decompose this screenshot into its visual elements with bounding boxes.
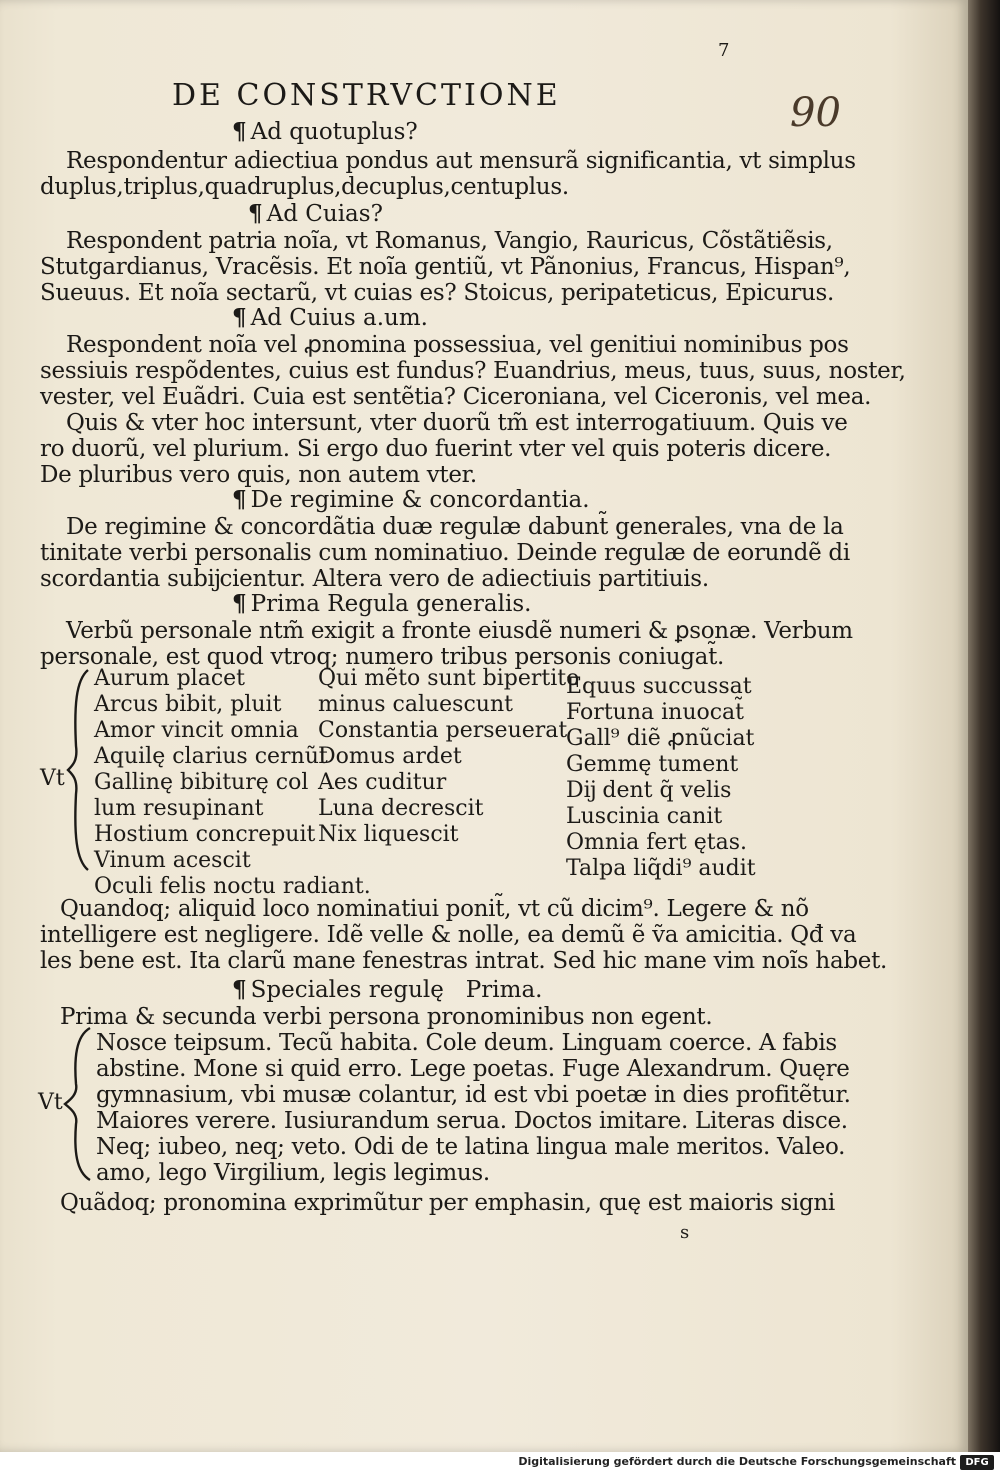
example-item: Luscinia canit [566,804,723,829]
example-item: Gemmę tument [566,752,739,777]
example-item: Aurum placet [94,666,246,691]
heading-speciales: ¶ Speciales regulę Prima. [232,976,543,1003]
vt-label: Vt [38,1090,63,1115]
text-line: Stutgardianus, Vracẽsis. Et noĩa gentiũ, vt Pãnonius, Francus, Hispan⁹, [40,254,851,280]
example-item: Aes cuditur [318,770,447,795]
pilcrow-icon: ¶ [232,976,247,1003]
pilcrow-icon: ¶ [232,118,247,145]
example-item: Nix liquescit [318,822,459,847]
text-line: personale, est quod vtroq; numero tribus personis coniugat̃. [40,644,725,670]
example-item: Constantia perseuerat [318,718,568,743]
text-line: amo, lego Virgilium, legis legimus. [96,1160,490,1186]
example-item: Omnia fert ętas. [566,830,747,855]
signature-mark: s [680,1222,690,1243]
text-line: scordantia subĳcientur. Altera vero de adiectiuis partitiuis. [40,566,709,592]
pilcrow-icon: ¶ [232,304,247,331]
example-item: Gallinę bibiturę col [94,770,309,795]
example-item: Oculi felis noctu radiant. [94,874,371,899]
example-item: Talpa liq̃di⁹ audit [566,856,756,881]
handwritten-page-number: 90 [790,90,841,136]
pilcrow-icon: ¶ [232,590,247,617]
text-line: Respondent patria noĩa, vt Romanus, Vangio, Rauricus, Cõstãtiẽsis, [66,228,833,254]
example-item: Amor vincit omnia [94,718,299,743]
heading-ad-quotuplus: ¶ Ad quotuplus? [232,118,418,145]
text-line: Maiores verere. Iusiurandum serua. Doctos imitare. Literas disce. [96,1108,848,1134]
text-line: Neq; iubeo, neq; veto. Odi de te latina lingua male meritos. Valeo. [96,1134,846,1160]
examples-column-2 [318,666,579,848]
text-line: tinitate verbi personalis cum nominatiuo. Deinde regulæ de eorundẽ di [40,540,850,566]
text-line: abstine. Mone si quid erro. Lege poetas. Fuge Alexandrum. Quęre [96,1056,850,1082]
example-item: Arcus bibit, pluit [94,692,282,717]
left-brace-icon [66,666,94,874]
heading-ad-cuius: ¶ Ad Cuius a.um. [232,304,428,331]
text-line: Sueuus. Et noĩa sectarũ, vt cuias es? Stoicus, peripateticus, Epicurus. [40,280,834,306]
text-line: Quis & vter hoc intersunt, vter duorũ tm̃ est interrogatiuum. Quis ve [66,410,848,436]
example-item: Dĳ dent q̃ velis [566,778,732,803]
book-edge [968,0,1000,1452]
text-line: Respondent noĩa vel ꝓnomina possessiua, vel genitiui nominibus pos [66,332,849,358]
pilcrow-icon: ¶ [232,486,247,513]
text-line: De pluribus vero quis, non autem vter. [40,462,477,488]
heading-prima-regula: ¶ Prima Regula generalis. [232,590,532,617]
text-line: ro duorũ, vel plurium. Si ergo duo fuerint vter vel quis poteris dicere. [40,436,832,462]
text-line: intelligere est negligere. Idẽ velle & nolle, ea demũ ẽ ṽa amicitia. Qđ va [40,922,857,948]
folio-mark: 7 [718,40,730,61]
left-brace-icon [62,1024,94,1184]
example-item: Equus succussat [566,674,752,699]
text-line: Respondentur adiectiua pondus aut mensurã significantia, vt simplus [66,148,856,174]
running-header: DE CONSTRVCTIONE [172,78,561,113]
example-item: Luna decrescit [318,796,484,821]
example-item: Aquilę clarius cernũt [94,744,328,769]
examples-column-3 [566,674,756,882]
footer-credit: Digitalisierung gefördert durch die Deutsche Forschungsgemeinschaft [518,1455,956,1468]
example-item: Domus ardet [318,744,462,769]
text-line: vester, vel Euãdri. Cuia est sentẽtia? Ciceroniana, vel Ciceronis, vel mea. [40,384,872,410]
example-item: Vinum acescit [94,848,251,873]
text-line: gymnasium, vbi musæ colantur, id est vbi poetæ in dies profitẽtur. [96,1082,851,1108]
text-line: duplus,triplus,quadruplus,decuplus,centuplus. [40,174,569,200]
dfg-logo-icon: DFG [960,1455,994,1470]
text-line: les bene est. Ita clarũ mane fenestras intrat. Sed hic mane vim noĩs habet. [40,948,888,974]
example-item: lum resupinant [94,796,264,821]
text-line: sessiuis respõdentes, cuius est fundus? Euandrius, meus, tuus, suus, noster, [40,358,906,384]
text-line: De regimine & concordãtia duæ regulæ dabunt̃ generales, vna de la [66,514,844,540]
text-line: Quãdoq; pronomina exprimũtur per emphasin, quę est maioris signi [60,1190,835,1216]
example-item: Fortuna inuocat̃ [566,700,745,725]
heading-ad-cuias: ¶ Ad Cuias? [248,200,383,227]
example-item: minus caluescunt [318,692,513,717]
example-item: Gall⁹ diẽ ꝓnũciat [566,726,755,751]
heading-de-regimine: ¶ De regimine & concordantia. [232,486,590,513]
footer-bar [0,1452,1000,1474]
example-item: Hostium concrepuit [94,822,316,847]
pilcrow-icon: ¶ [248,200,263,227]
text-line: Prima & secunda verbi persona pronominibus non egent. [60,1004,713,1030]
example-item: Qui mẽto sunt bipertito [318,666,580,691]
text-line: Quandoq; aliquid loco nominatiui ponit̃, vt cũ dicim⁹. Legere & nõ [60,896,809,922]
vt-label: Vt [40,766,65,791]
text-line: Nosce teipsum. Tecũ habita. Cole deum. Linguam coerce. A fabis [96,1030,837,1056]
text-line: Verbũ personale ntm̃ exigit a fronte eiusdẽ numeri & ꝑsonæ. Verbum [66,618,853,644]
